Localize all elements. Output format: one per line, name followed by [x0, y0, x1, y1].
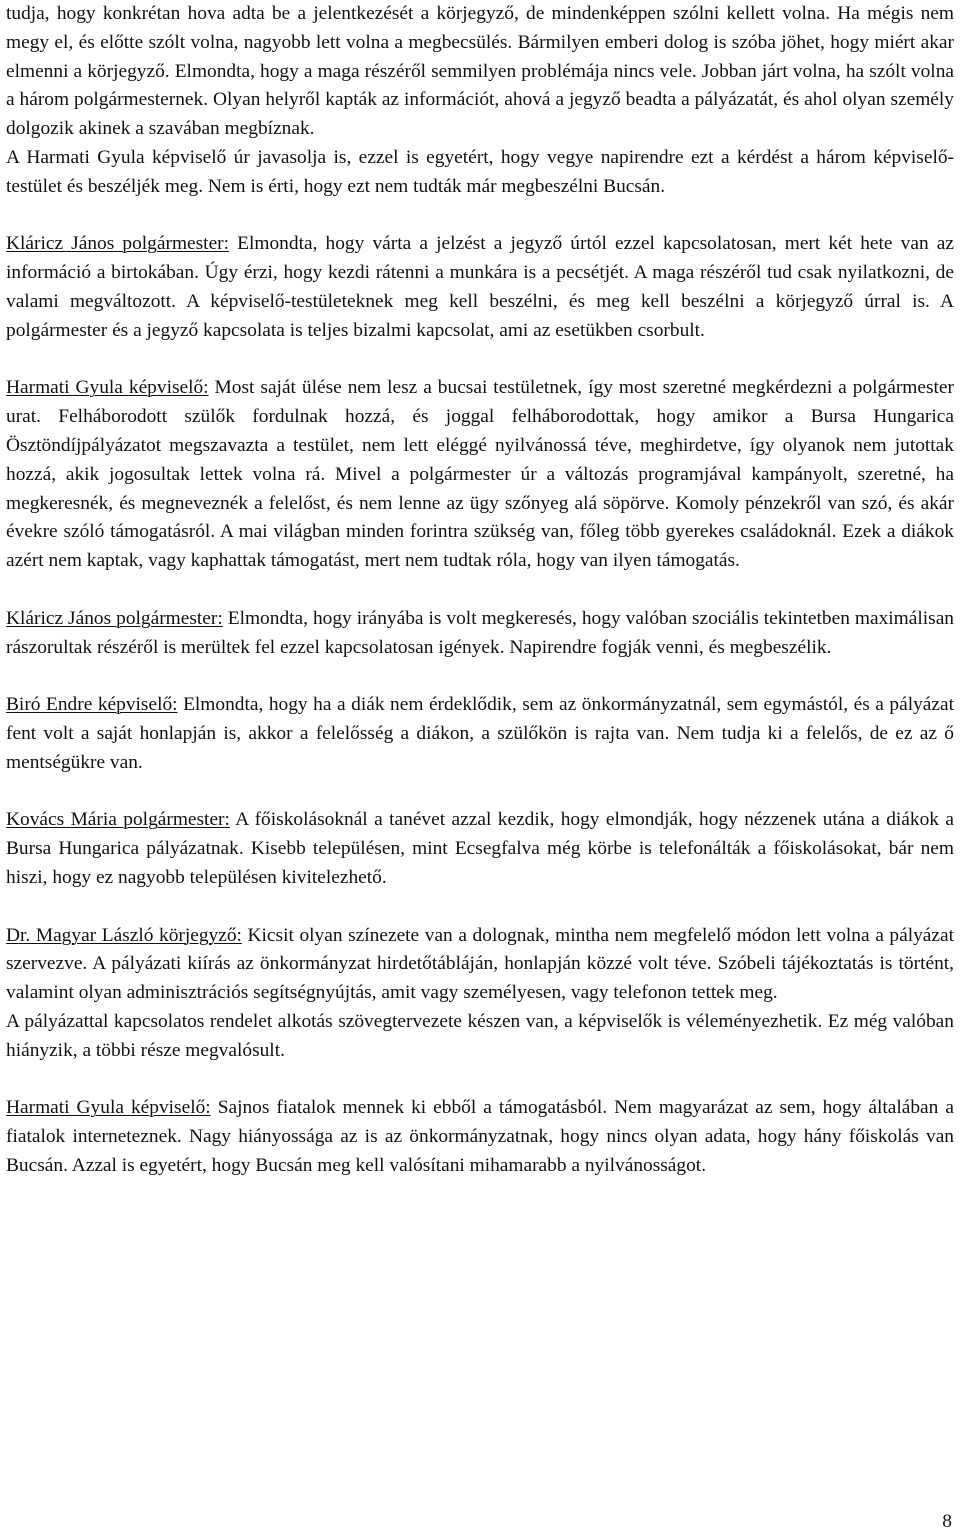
paragraph: [6, 144, 954, 202]
speaker-name: Harmati Gyula képviselő:: [6, 377, 209, 399]
paragraph-text: Kicsit olyan színezete van a dolognak, mintha nem megfelelő módon lett volna a pályázat szervezve. A pályázati kiírás az önkormányzat hirdetőtábláján, honlapján közzé volt téve. Szóbeli tájékoztatás is történt, valamint olyan adminisztrációs segítségnyújtás, amit vagy személyesen, vagy telefonon tettek meg.: [6, 924, 954, 1004]
speech-block: [6, 230, 954, 345]
paragraph: [6, 922, 954, 1008]
paragraph-text: tudja, hogy konkrétan hova adta be a jelentkezését a körjegyző, de mindenképpen szólni kellett volna. Ha mégis nem megy el, és előtte szólt volna, nagyobb lett volna a megbecsülés. Bármilyen emberi dolog is szóba jöhet, hogy miért akar elmenni a körjegyző. Elmondta, hogy a maga részéről semmilyen problémája nincs vele. Jobban járt volna, ha szólt volna a három polgármesternek. Olyan helyről kapták az információt, ahová a jegyző beadta a pályázatát, és ahol olyan személy dolgozik akinek a szavában megbíznak.: [6, 3, 954, 140]
speaker-name: Kláricz János polgármester:: [6, 607, 223, 629]
speaker-name: Biró Endre képviselő:: [6, 694, 178, 716]
paragraph: [6, 691, 954, 777]
paragraph: [6, 230, 954, 345]
paragraph-text: A pályázattal kapcsolatos rendelet alkotás szövegtervezete készen van, a képviselők is véleményezhetik. Ez még valóban hiányzik, a többi része megvalósult.: [6, 1010, 954, 1061]
speaker-name: Kláricz János polgármester:: [6, 233, 230, 255]
speech-block: [6, 1094, 954, 1180]
speech-block: [6, 922, 954, 1066]
paragraph: [6, 1094, 954, 1180]
paragraph-text: Elmondta, hogy várta a jelzést a jegyző úrtól ezzel kapcsolatosan, mert két hete van az információ a birtokában. Úgy érzi, hogy kezdi rátenni a munkára is a pecsétjét. A maga részéről tud csak nyilatkozni, de valami megváltozott. A képviselő-testületeknek meg kell beszélni, és meg kell beszélni a körjegyző úrral is. A polgármester és a jegyző kapcsolata is teljes bizalmi kapcsolat, ami az esetükben csorbult.: [6, 233, 955, 341]
paragraph: [6, 1008, 954, 1066]
speech-block: [6, 605, 954, 663]
paragraph-text: A Harmati Gyula képviselő úr javasolja is, ezzel is egyetért, hogy vegye napirendre ezt a kérdést a három képviselő-testület és beszéljék meg. Nem is érti, hogy ezt nem tudták már megbeszélni Bucsán.: [6, 146, 954, 197]
speech-block: [6, 374, 954, 576]
paragraph: [6, 0, 954, 144]
paragraph: [6, 806, 954, 892]
paragraph: [6, 605, 954, 663]
paragraph-text: Sajnos fiatalok mennek ki ebből a támogatásból. Nem magyarázat az sem, hogy általában a fiatalok interneteznek. Nagy hiányossága az is az önkormányzatnak, hogy nincs olyan adata, hogy hány főiskolás van Bucsán. Azzal is egyetért, hogy Bucsán meg kell valósítani mihamarabb a nyilvánosságot.: [6, 1097, 954, 1176]
paragraph-text: A főiskolásoknál a tanévet azzal kezdik, hogy elmondják, hogy nézzenek utána a diákok a Bursa Hungarica pályázatnak. Kisebb településen, mint Ecsegfalva még körbe is telefonálták a főiskolásokat, bár nem hiszi, hogy ez nagyobb településen kivitelezhető.: [6, 809, 955, 888]
paragraph-text: Most saját ülése nem lesz a bucsai testületnek, így most szeretné megkérdezni a polgármester urat. Felháborodott szülők fordulnak hozzá, és joggal felháborodottak, hogy amikor a Bursa Hungarica Ösztöndíjpályázatot megszavazta a testület, nem lett eléggé nyilvánossá téve, meghirdetve, így olyanok nem jutottak hozzá, akik jogosultak lettek volna rá. Mivel a polgármester úr a változás programjával kampányolt, szeretné, ha megkeresnék, és megneveznék a felelőst, és nem lenne az ügy szőnyeg alá söpörve. Komoly pénzekről van szó, és akár évekre szóló támogatásról. A mai világban minden forintra szükség van, főleg több gyerekes családoknál. Ezek a diákok azért nem kaptak, vagy kaphattak támogatást, mert nem tudtak róla, hogy van ilyen támogatás.: [6, 377, 954, 572]
speech-block: [6, 806, 954, 892]
speaker-name: Dr. Magyar László körjegyző:: [6, 924, 242, 946]
speaker-name: Harmati Gyula képviselő:: [6, 1097, 211, 1119]
text-block: [6, 0, 954, 202]
paragraph-text: Elmondta, hogy irányába is volt megkeresés, hogy valóban szociális tekintetben maximálisan rászorultak részéről is merültek fel ezzel kapcsolatosan igények. Napirendre fogják venni, és megbeszélik.: [6, 607, 954, 658]
speech-block: [6, 691, 954, 777]
paragraph-text: Elmondta, hogy ha a diák nem érdeklődik, sem az önkormányzatnál, sem egymástól, és a pályázat fent volt a saját honlapján is, akkor a felelősség a diákon, a szülőkön is rajta van. Nem tudja ki a felelős, de ez az ő mentségükre van.: [6, 694, 955, 773]
paragraph: [6, 374, 954, 576]
page-number: 8: [942, 1511, 952, 1532]
speaker-name: Kovács Mária polgármester:: [6, 809, 230, 831]
document-page: [6, 0, 954, 1181]
